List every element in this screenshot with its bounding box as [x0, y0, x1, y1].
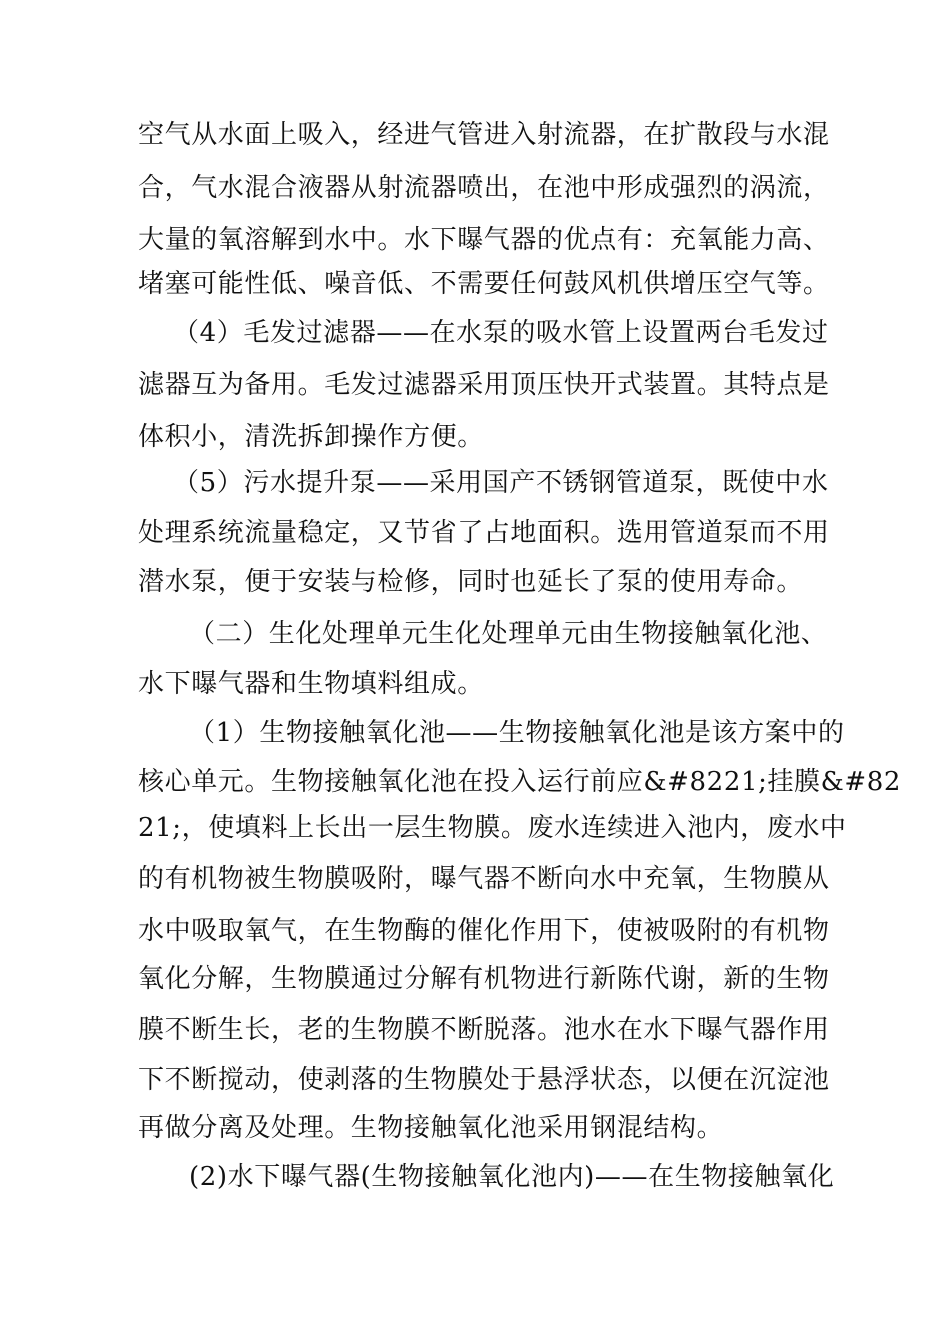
text-line-2: 合，气水混合液器从射流器喷出，在池中形成强烈的涡流， — [138, 173, 830, 203]
text-line-7: 体积小，清洗拆卸操作方便。 — [138, 422, 484, 452]
text-line-16: 的有机物被生物膜吸附，曝气器不断向水中充氧，生物膜从 — [138, 864, 830, 894]
text-line-11: （二）生化处理单元生化处理单元由生物接触氧化池、 — [189, 619, 828, 649]
text-line-4: 堵塞可能性低、噪音低、不需要任何鼓风机供增压空气等。 — [138, 269, 830, 299]
text-line-17: 水中吸取氧气，在生物酶的催化作用下，使被吸附的有机物 — [138, 916, 830, 946]
text-line-19: 膜不断生长，老的生物膜不断脱落。池水在水下曝气器作用 — [138, 1015, 830, 1045]
text-line-3: 大量的氧溶解到水中。水下曝气器的优点有：充氧能力高、 — [138, 225, 830, 255]
text-line-18: 氧化分解，生物膜通过分解有机物进行新陈代谢，新的生物 — [138, 964, 830, 994]
text-line-14: 核心单元。生物接触氧化池在投入运行前应&#8221;挂膜&#82 — [138, 767, 902, 797]
text-line-22: (2)水下曝气器(生物接触氧化池内)——在生物接触氧化 — [189, 1162, 835, 1192]
text-line-5: （4）毛发过滤器——在水泵的吸水管上设置两台毛发过 — [173, 318, 829, 348]
text-line-20: 下不断搅动，使剥落的生物膜处于悬浮状态，以便在沉淀池 — [138, 1065, 830, 1095]
text-line-15: 21;，使填料上长出一层生物膜。废水连续进入池内，废水中 — [138, 813, 847, 843]
text-line-8: （5）污水提升泵——采用国产不锈钢管道泵，既使中水 — [173, 468, 829, 498]
text-line-13: （1）生物接触氧化池——生物接触氧化池是该方案中的 — [189, 718, 845, 748]
text-line-9: 处理系统流量稳定，又节省了占地面积。选用管道泵而不用 — [138, 518, 830, 548]
text-line-12: 水下曝气器和生物填料组成。 — [138, 669, 484, 699]
text-line-10: 潜水泵，便于安装与检修，同时也延长了泵的使用寿命。 — [138, 567, 804, 597]
text-line-6: 滤器互为备用。毛发过滤器采用顶压快开式装置。其特点是 — [138, 370, 830, 400]
text-line-1: 空气从水面上吸入，经进气管进入射流器，在扩散段与水混 — [138, 120, 830, 150]
text-line-21: 再做分离及处理。生物接触氧化池采用钢混结构。 — [138, 1113, 724, 1143]
